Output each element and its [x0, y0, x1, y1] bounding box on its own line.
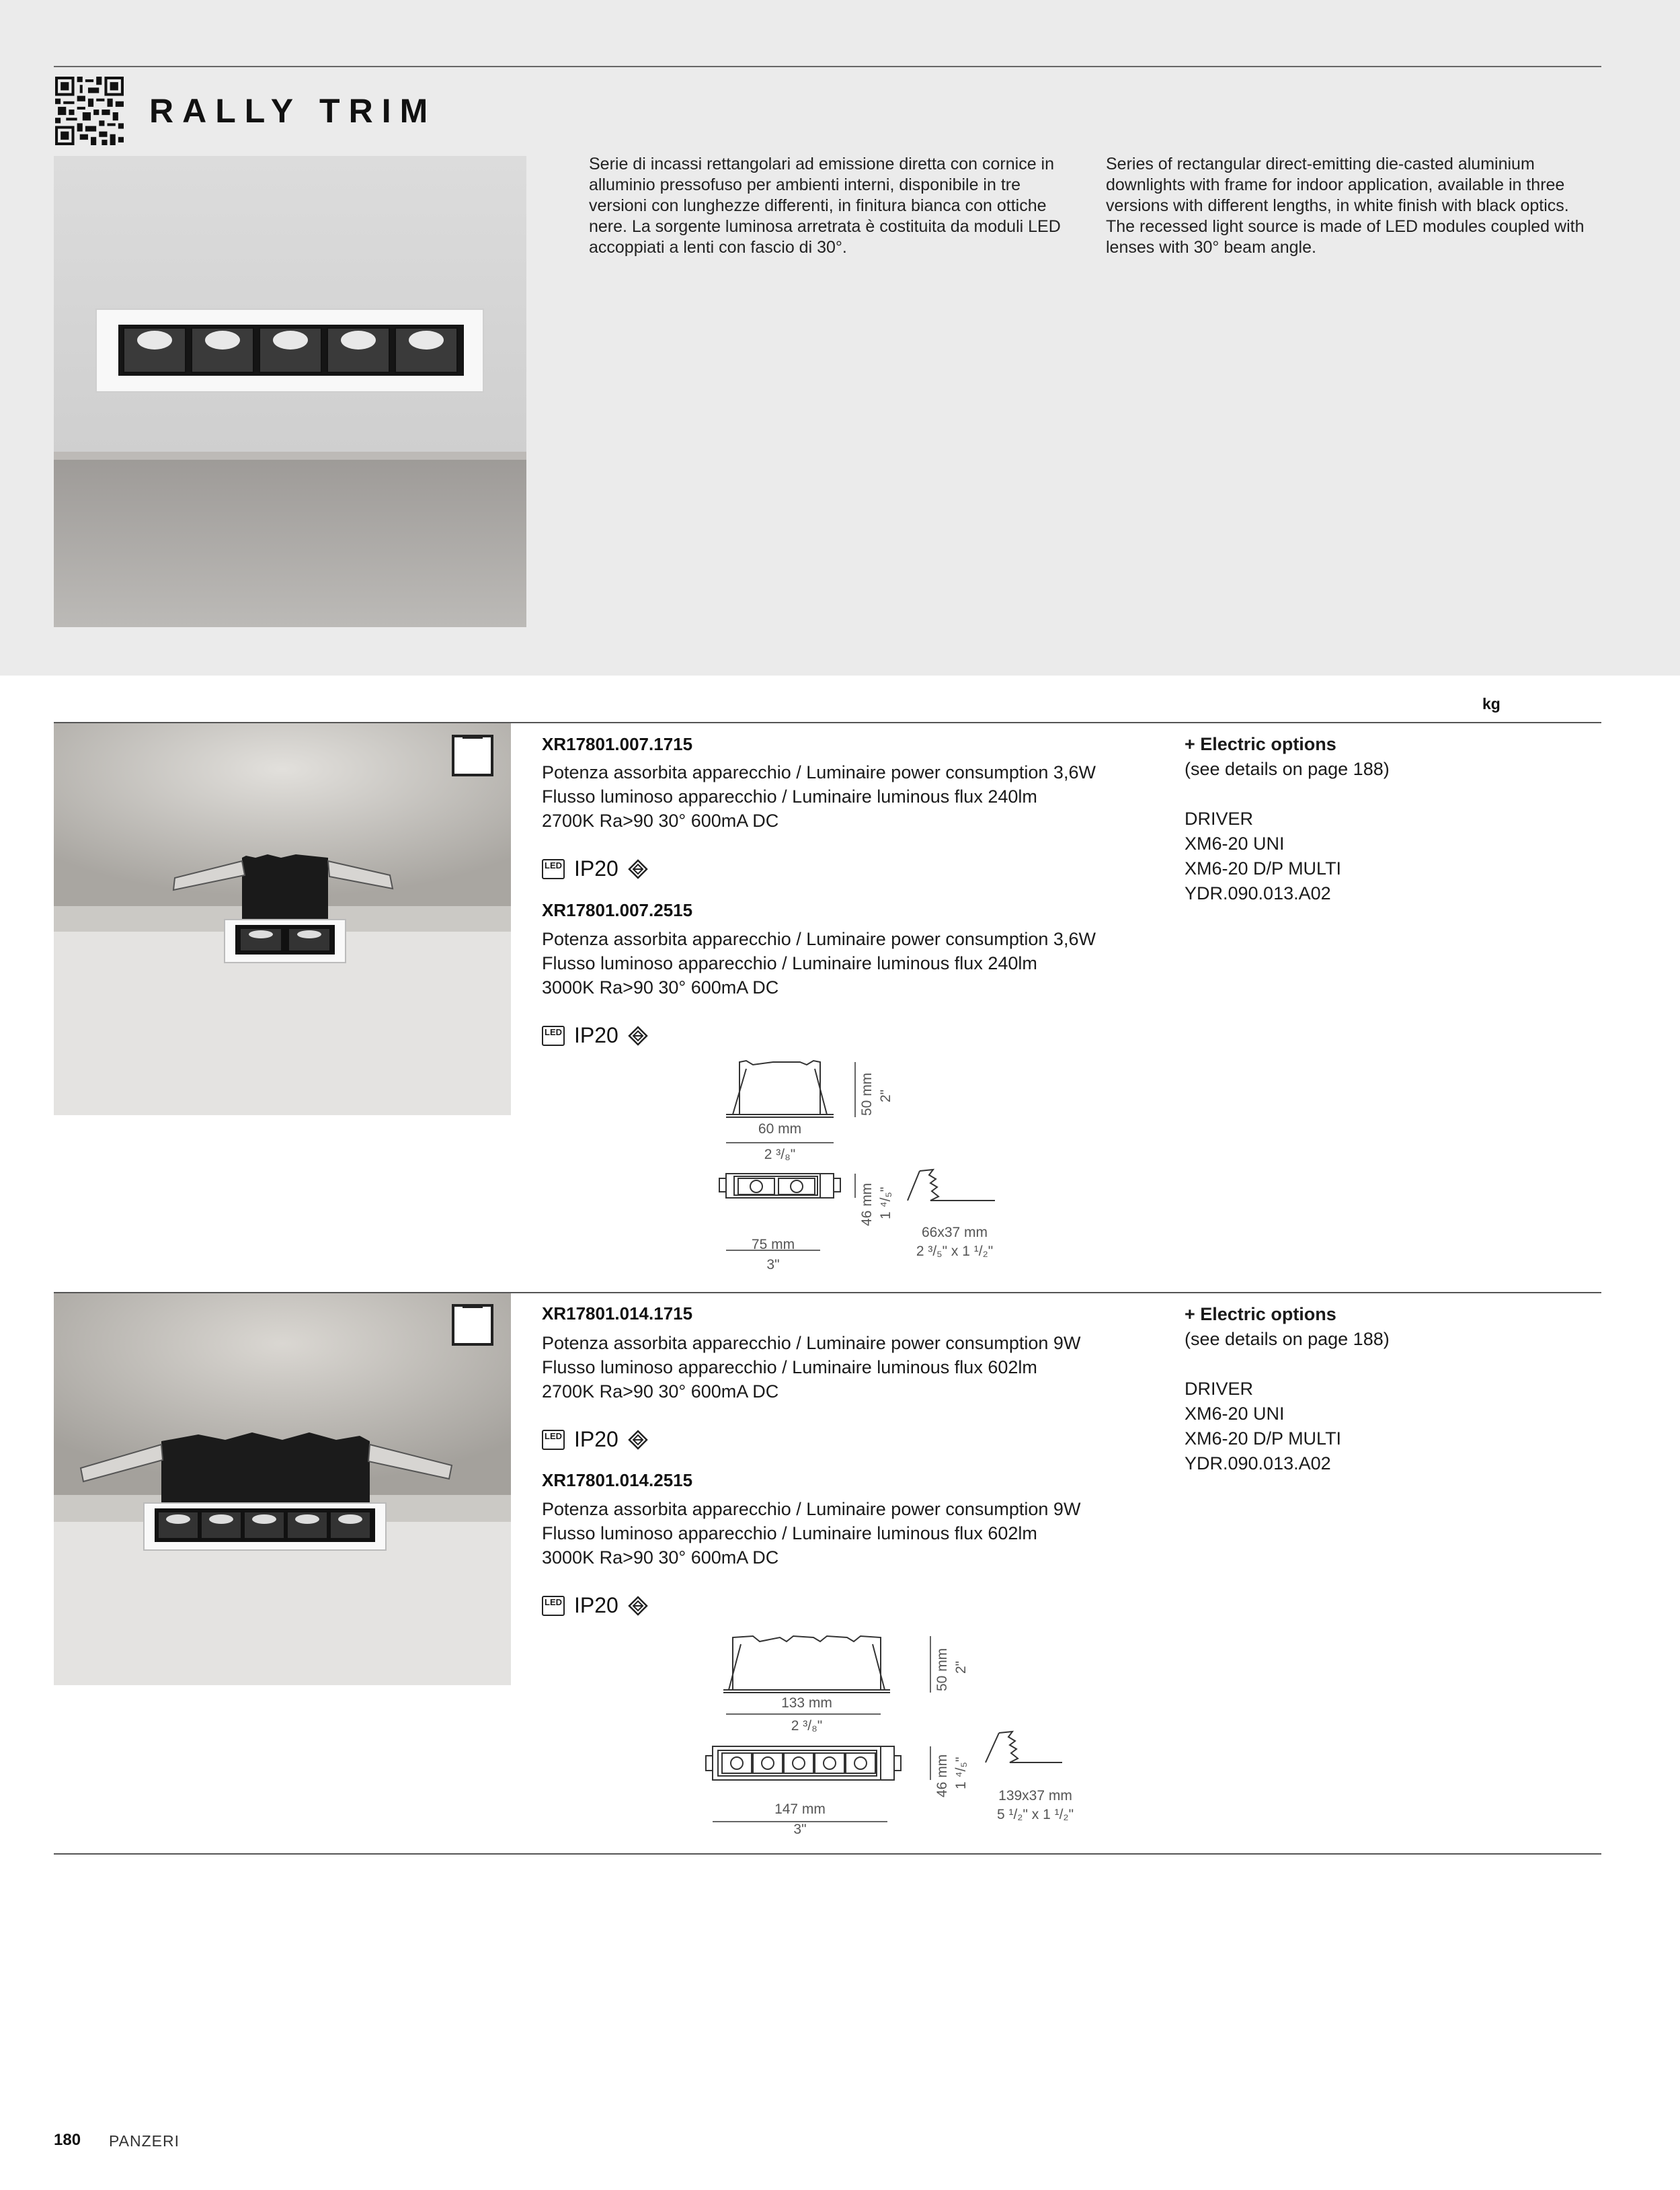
dimension-label: 2 ³/₅" x 1 ¹/₂"	[916, 1244, 994, 1259]
class-diamond-icon	[628, 859, 648, 879]
product-specs	[542, 927, 1147, 1000]
driver-label: DRIVER	[1185, 1379, 1254, 1399]
flux-spec: Flusso luminoso apparecchio / Luminaire luminous flux 602lm	[542, 1357, 1037, 1377]
class-diamond-icon	[628, 1026, 648, 1046]
power-spec: Potenza assorbita apparecchio / Luminaire power consumption 9W	[542, 1333, 1081, 1353]
power-spec: Potenza assorbita apparecchio / Luminaire power consumption 3,6W	[542, 762, 1096, 782]
technical-drawing	[699, 1049, 1022, 1277]
dimension-label: 46 mm	[859, 1182, 875, 1226]
weight-column-header: kg	[1482, 695, 1501, 713]
dimension-label: 1 ⁴/₅"	[953, 1756, 969, 1789]
dimension-label: 3"	[766, 1257, 780, 1272]
product-code: XR17801.014.1715	[542, 1303, 693, 1324]
driver-item: XM6-20 UNI	[1185, 1404, 1285, 1424]
certification-row	[542, 1427, 648, 1452]
flux-spec: Flusso luminoso apparecchio / Luminaire luminous flux 240lm	[542, 786, 1037, 807]
dimension-label: 46 mm	[934, 1754, 950, 1797]
dimension-label: 2"	[953, 1660, 969, 1674]
flux-spec: Flusso luminoso apparecchio / Luminaire luminous flux 602lm	[542, 1523, 1037, 1543]
electric-options	[1185, 1302, 1561, 1476]
dimension-label: 66x37 mm	[921, 1225, 988, 1240]
certification-row	[542, 1023, 648, 1048]
driver-item: XM6-20 UNI	[1185, 834, 1285, 854]
dimension-label: 2 ³/₈"	[764, 1147, 796, 1162]
led-icon: LED	[542, 1430, 565, 1450]
power-spec: Potenza assorbita apparecchio / Luminaire power consumption 3,6W	[542, 929, 1096, 949]
details-reference: (see details on page 188)	[1185, 759, 1390, 779]
table-bottom-rule	[54, 1853, 1601, 1855]
certification-row	[542, 1593, 648, 1618]
temperature-spec: 2700K Ra>90 30° 600mA DC	[542, 811, 779, 831]
electric-options-heading: + Electric options	[1185, 734, 1336, 754]
dimension-label: 2"	[878, 1089, 893, 1102]
technical-drawing	[699, 1620, 1103, 1849]
driver-item: YDR.090.013.A02	[1185, 1453, 1331, 1473]
led-icon: LED	[542, 1596, 565, 1616]
led-icon: LED	[542, 1026, 565, 1046]
temperature-spec: 3000K Ra>90 30° 600mA DC	[542, 977, 779, 998]
product-code: XR17801.014.2515	[542, 1470, 693, 1490]
dimension-label: 2 ³/₈"	[791, 1718, 823, 1734]
driver-item: XM6-20 D/P MULTI	[1185, 858, 1342, 879]
power-spec: Potenza assorbita apparecchio / Luminaire power consumption 9W	[542, 1499, 1081, 1519]
footer-brand: PANZERI	[109, 2132, 179, 2150]
square-frame-icon	[452, 1304, 493, 1346]
dimension-label: 3"	[793, 1822, 807, 1837]
electric-options	[1185, 732, 1561, 906]
ip-rating: IP20	[574, 1593, 618, 1617]
ip-rating: IP20	[574, 1427, 618, 1451]
description-italian: Serie di incassi rettangolari ad emissione diretta con cornice in alluminio pressofuso per ambienti interni, disponibile in tre versioni con lunghezze differenti, in finitura bianca con ottiche nere. La sorgente luminosa arretrata è costituita da moduli LED accoppiati a lenti con fascio di 30°.	[589, 155, 1061, 257]
page-title: RALLY TRIM	[149, 92, 437, 130]
product-specs	[542, 1331, 1147, 1404]
certification-row	[542, 856, 648, 881]
dimension-label: 1 ⁴/₅"	[878, 1186, 893, 1219]
dimension-label: 50 mm	[934, 1648, 950, 1691]
ip-rating: IP20	[574, 856, 618, 881]
driver-item: YDR.090.013.A02	[1185, 883, 1331, 903]
top-rule	[54, 66, 1601, 67]
details-reference: (see details on page 188)	[1185, 1329, 1390, 1349]
dimension-label: 50 mm	[859, 1072, 875, 1116]
electric-options-heading: + Electric options	[1185, 1304, 1336, 1324]
driver-item: XM6-20 D/P MULTI	[1185, 1428, 1342, 1449]
ip-rating: IP20	[574, 1023, 618, 1047]
product-code: XR17801.007.1715	[542, 734, 693, 754]
product-specs	[542, 760, 1147, 833]
class-diamond-icon	[628, 1430, 648, 1450]
temperature-spec: 2700K Ra>90 30° 600mA DC	[542, 1381, 779, 1402]
driver-label: DRIVER	[1185, 809, 1254, 829]
dimension-label: 133 mm	[781, 1695, 832, 1711]
dimension-label: 60 mm	[758, 1121, 802, 1137]
temperature-spec: 3000K Ra>90 30° 600mA DC	[542, 1547, 779, 1568]
qr-code-icon[interactable]	[55, 77, 124, 145]
product-code: XR17801.007.2515	[542, 900, 693, 920]
dimension-label: 5 ¹/₂" x 1 ¹/₂"	[996, 1807, 1074, 1822]
hero-product-photo	[54, 156, 526, 627]
page-number: 180	[54, 2131, 81, 2149]
description-english: Series of rectangular direct-emitting die-casted aluminium downlights with frame for indoor application, available in three versions with different lengths, in white finish with black optics. The recessed light source is made of LED modules coupled with lenses with 30° beam angle.	[1106, 155, 1585, 257]
class-diamond-icon	[628, 1596, 648, 1616]
dimension-label: 147 mm	[774, 1801, 826, 1817]
product-specs	[542, 1497, 1147, 1570]
product-1-photo	[54, 723, 511, 1115]
dimension-label: 75 mm	[751, 1237, 795, 1252]
led-icon: LED	[542, 859, 565, 879]
product-2-photo	[54, 1293, 511, 1685]
flux-spec: Flusso luminoso apparecchio / Luminaire luminous flux 240lm	[542, 953, 1037, 973]
dimension-label: 139x37 mm	[998, 1788, 1072, 1803]
square-frame-icon	[452, 735, 493, 776]
